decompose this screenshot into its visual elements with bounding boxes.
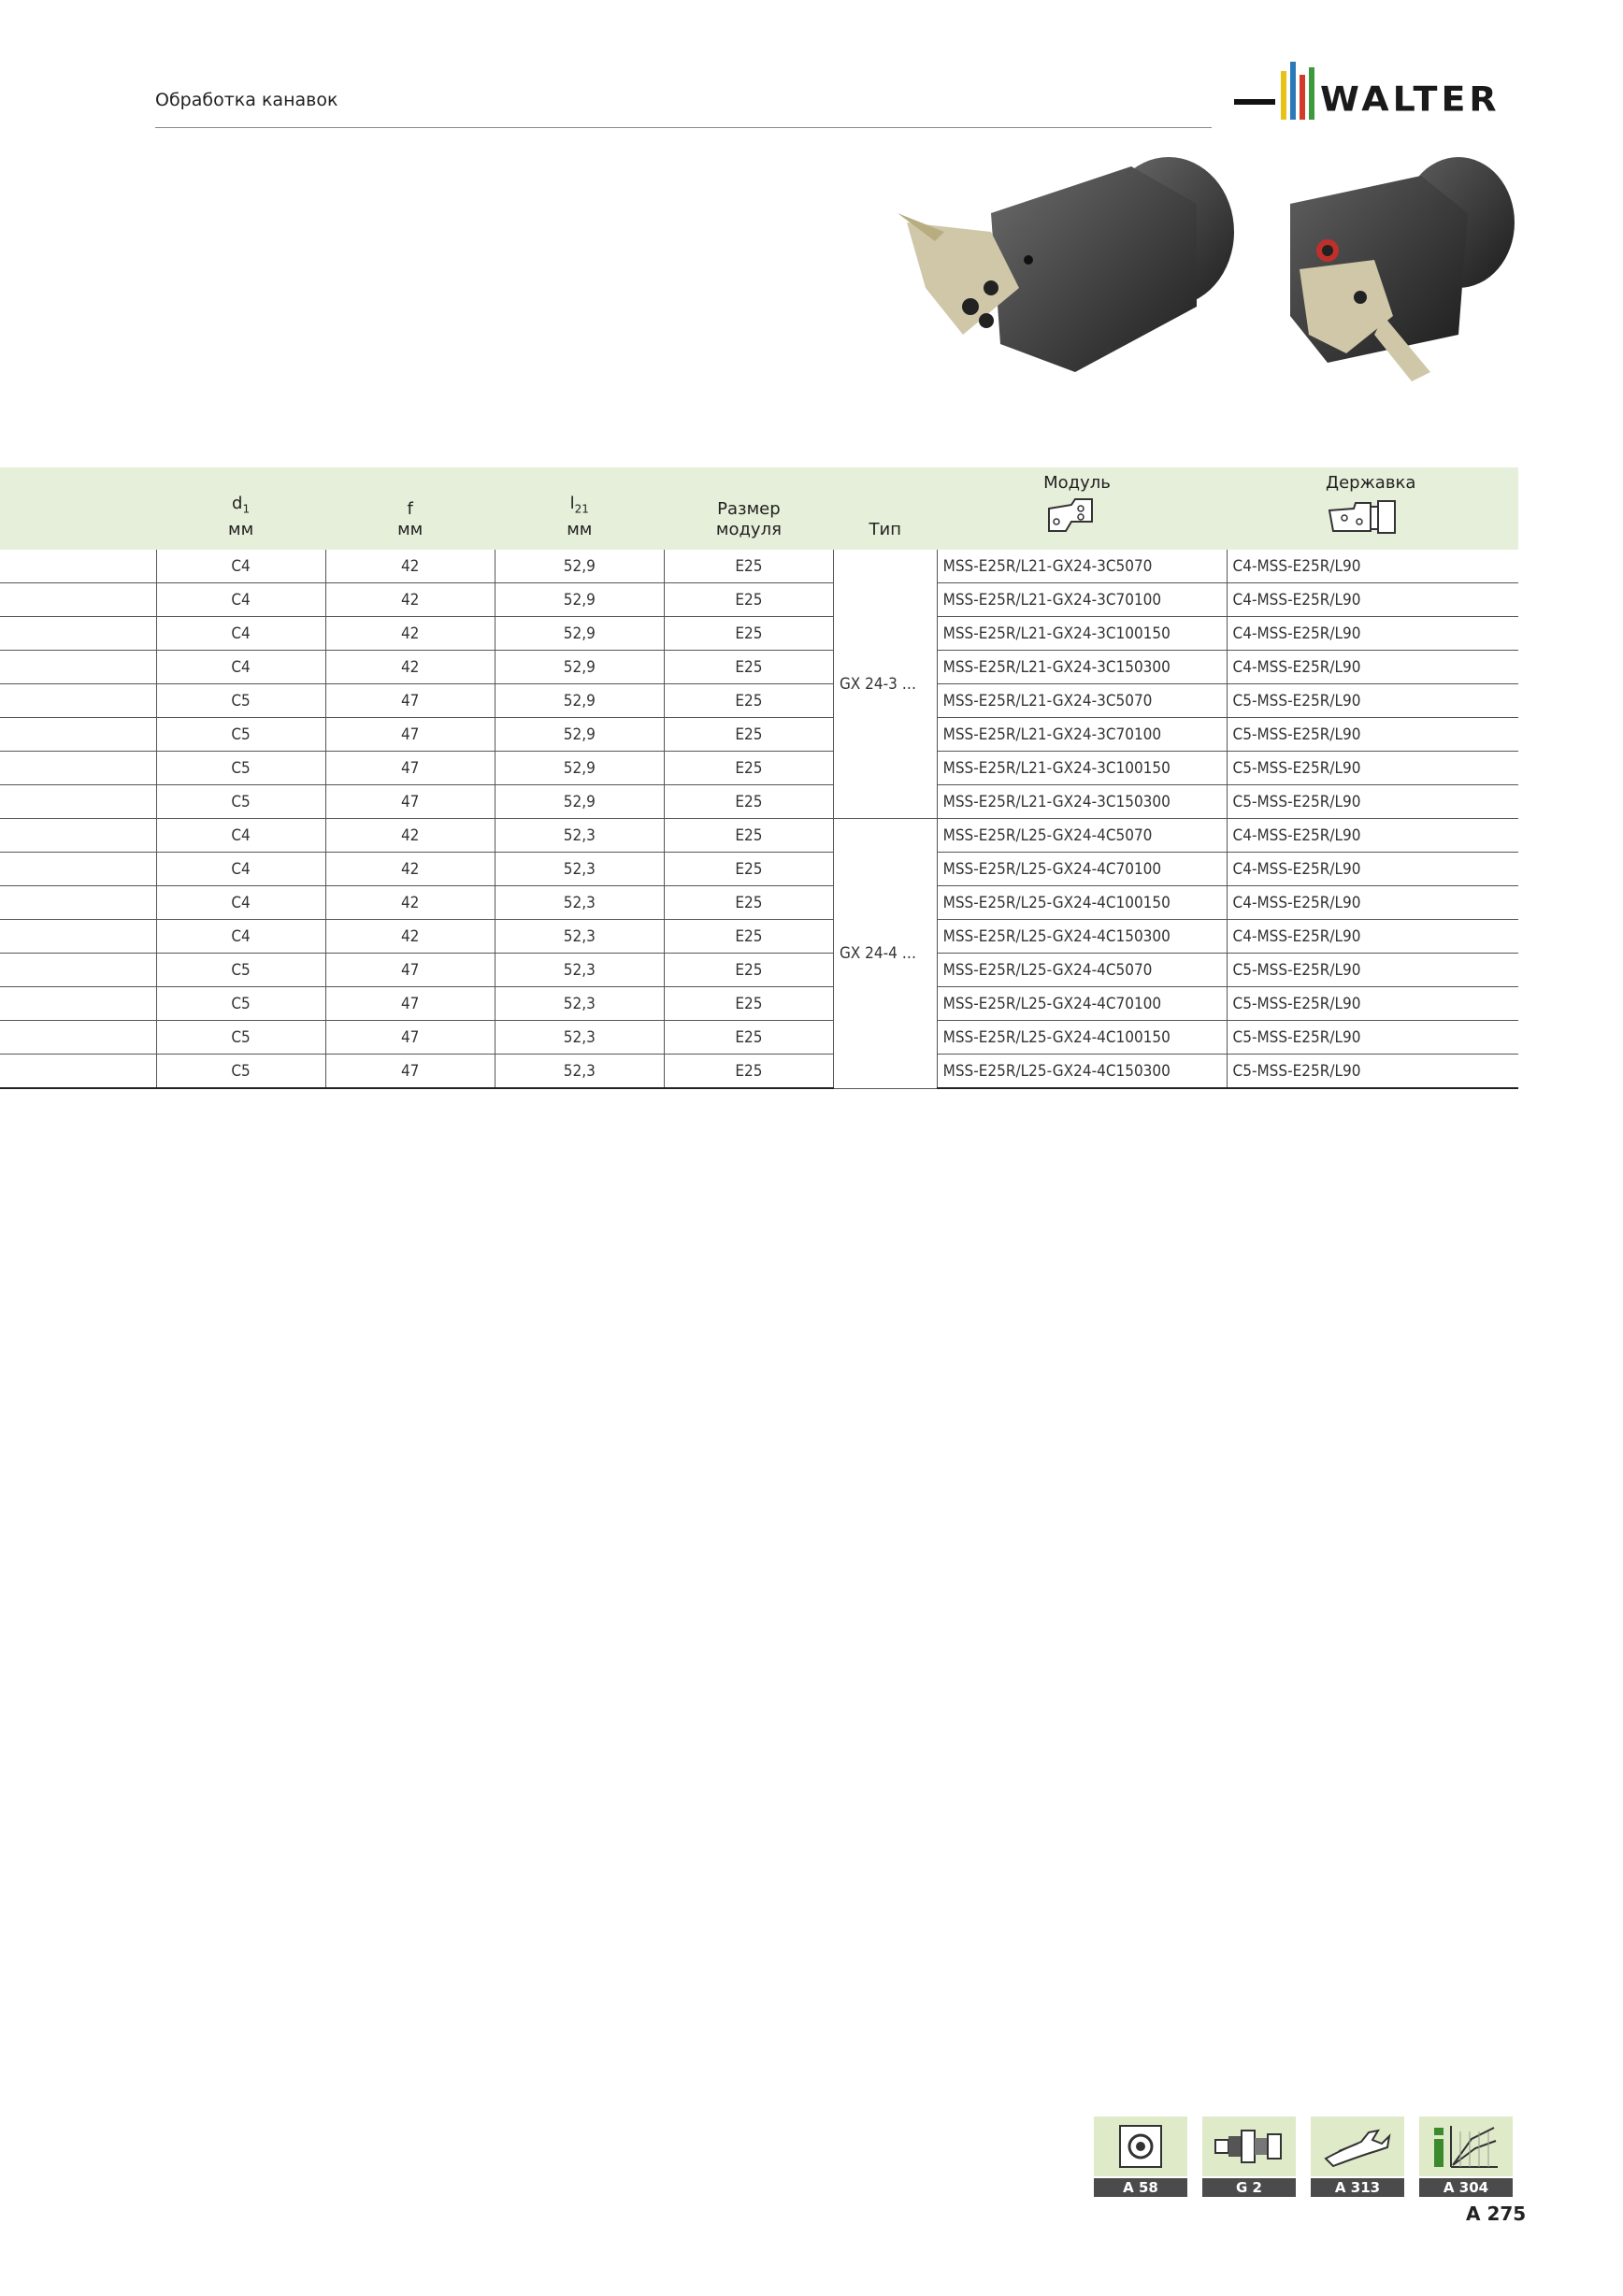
- header-type: Тип: [869, 520, 902, 539]
- cell-f: 42: [325, 886, 495, 920]
- ref-link-assembly[interactable]: [1202, 2117, 1296, 2197]
- row-spacer: [0, 987, 156, 1021]
- cell-f: 47: [325, 752, 495, 785]
- cell-module: MSS-E25R/L21-GX24-3C150300: [937, 785, 1227, 819]
- cell-holder: C4-MSS-E25R/L90: [1227, 920, 1518, 954]
- row-spacer: [0, 718, 156, 752]
- tool-holder-icon: [1326, 495, 1400, 535]
- cell-d1: C4: [156, 853, 325, 886]
- cell-holder: C5-MSS-E25R/L90: [1227, 954, 1518, 987]
- cell-f: 47: [325, 954, 495, 987]
- table-row: [0, 1021, 1518, 1055]
- row-spacer: [0, 886, 156, 920]
- ref-label: G 2: [1202, 2178, 1296, 2197]
- cell-module-size: E25: [664, 1055, 833, 1089]
- header-spacer: [0, 467, 156, 550]
- table-row: [0, 920, 1518, 954]
- cell-d1: C5: [156, 954, 325, 987]
- table-row: [0, 987, 1518, 1021]
- cell-module: MSS-E25R/L21-GX24-3C70100: [937, 583, 1227, 617]
- cell-f: 42: [325, 819, 495, 853]
- ref-label: A 304: [1419, 2178, 1513, 2197]
- cell-module: MSS-E25R/L25-GX24-4C150300: [937, 920, 1227, 954]
- table-row: [0, 785, 1518, 819]
- cell-l21: 52,3: [495, 886, 664, 920]
- row-spacer: [0, 1055, 156, 1089]
- cell-l21: 52,9: [495, 684, 664, 718]
- cell-l21: 52,3: [495, 987, 664, 1021]
- cell-l21: 52,3: [495, 920, 664, 954]
- row-spacer: [0, 853, 156, 886]
- cell-holder: C5-MSS-E25R/L90: [1227, 1055, 1518, 1089]
- cell-holder: C5-MSS-E25R/L90: [1227, 752, 1518, 785]
- cell-d1: C5: [156, 718, 325, 752]
- cell-module-size: E25: [664, 987, 833, 1021]
- cell-l21: 52,9: [495, 651, 664, 684]
- cell-module: MSS-E25R/L25-GX24-4C100150: [937, 886, 1227, 920]
- cell-module-size: E25: [664, 954, 833, 987]
- row-spacer: [0, 819, 156, 853]
- cell-holder: C4-MSS-E25R/L90: [1227, 550, 1518, 583]
- row-spacer: [0, 651, 156, 684]
- table-row: [0, 684, 1518, 718]
- page-number: A 275: [1466, 2203, 1527, 2225]
- grooving-module-icon: [1043, 495, 1096, 535]
- cell-f: 47: [325, 718, 495, 752]
- cell-type: GX 24-4 …: [833, 819, 937, 1089]
- table-row: [0, 718, 1518, 752]
- cell-d1: C5: [156, 987, 325, 1021]
- header-d1: $d_1$ мм: [227, 494, 254, 539]
- header-divider: [155, 127, 1212, 128]
- table-row: [0, 550, 1518, 583]
- table-row: [0, 651, 1518, 684]
- cell-l21: 52,9: [495, 718, 664, 752]
- cell-d1: C5: [156, 1055, 325, 1089]
- table-row: [0, 853, 1518, 886]
- cell-holder: C5-MSS-E25R/L90: [1227, 1021, 1518, 1055]
- cell-module-size: E25: [664, 583, 833, 617]
- cell-module-size: E25: [664, 550, 833, 583]
- header-l21: $l_{21}$ мм: [567, 494, 593, 539]
- cell-l21: 52,9: [495, 550, 664, 583]
- brand-wordmark: WALTER: [1320, 79, 1501, 119]
- cell-holder: C5-MSS-E25R/L90: [1227, 987, 1518, 1021]
- table-row: [0, 752, 1518, 785]
- cell-d1: C5: [156, 785, 325, 819]
- product-table: [0, 467, 1518, 1089]
- table-header-row: [0, 467, 1518, 550]
- cell-holder: C5-MSS-E25R/L90: [1227, 718, 1518, 752]
- cell-d1: C5: [156, 1021, 325, 1055]
- cell-d1: C4: [156, 819, 325, 853]
- cell-holder: C4-MSS-E25R/L90: [1227, 583, 1518, 617]
- walter-logo: [1234, 58, 1518, 133]
- cell-module: MSS-E25R/L25-GX24-4C5070: [937, 819, 1227, 853]
- row-spacer: [0, 684, 156, 718]
- cell-l21: 52,9: [495, 617, 664, 651]
- ref-label: A 313: [1311, 2178, 1404, 2197]
- cell-module: MSS-E25R/L25-GX24-4C5070: [937, 954, 1227, 987]
- cell-d1: C5: [156, 684, 325, 718]
- row-spacer: [0, 785, 156, 819]
- cell-module-size: E25: [664, 785, 833, 819]
- ref-link-info[interactable]: [1419, 2117, 1513, 2197]
- cell-f: 47: [325, 684, 495, 718]
- cell-l21: 52,3: [495, 819, 664, 853]
- cell-module: MSS-E25R/L21-GX24-3C150300: [937, 651, 1227, 684]
- cell-module-size: E25: [664, 886, 833, 920]
- cell-d1: C4: [156, 651, 325, 684]
- cell-f: 47: [325, 1055, 495, 1089]
- cell-l21: 52,9: [495, 583, 664, 617]
- cell-type: GX 24-3 …: [833, 550, 937, 819]
- row-spacer: [0, 954, 156, 987]
- cell-module: MSS-E25R/L21-GX24-3C100150: [937, 617, 1227, 651]
- cell-holder: C4-MSS-E25R/L90: [1227, 617, 1518, 651]
- cell-f: 42: [325, 920, 495, 954]
- cell-d1: C4: [156, 617, 325, 651]
- table-row: [0, 819, 1518, 853]
- table-row: [0, 886, 1518, 920]
- cell-module-size: E25: [664, 651, 833, 684]
- row-spacer: [0, 583, 156, 617]
- cell-module: MSS-E25R/L25-GX24-4C70100: [937, 853, 1227, 886]
- cell-module: MSS-E25R/L21-GX24-3C5070: [937, 550, 1227, 583]
- cell-holder: C4-MSS-E25R/L90: [1227, 853, 1518, 886]
- ref-link-wrench[interactable]: [1311, 2117, 1404, 2197]
- cell-l21: 52,9: [495, 752, 664, 785]
- table-row: [0, 617, 1518, 651]
- cell-d1: C4: [156, 886, 325, 920]
- row-spacer: [0, 617, 156, 651]
- row-spacer: [0, 920, 156, 954]
- cell-holder: C5-MSS-E25R/L90: [1227, 684, 1518, 718]
- product-photo-holder: [1271, 148, 1524, 400]
- header-module: Модуль: [937, 467, 1227, 550]
- cell-l21: 52,3: [495, 954, 664, 987]
- cell-l21: 52,9: [495, 785, 664, 819]
- row-spacer: [0, 1021, 156, 1055]
- cell-holder: C4-MSS-E25R/L90: [1227, 651, 1518, 684]
- header-module-size: Размер модуля: [715, 499, 782, 539]
- table-row: [0, 1055, 1518, 1089]
- cell-d1: C4: [156, 550, 325, 583]
- cell-module-size: E25: [664, 1021, 833, 1055]
- cell-f: 47: [325, 785, 495, 819]
- info-chart-icon: [1429, 2120, 1503, 2173]
- cell-module-size: E25: [664, 684, 833, 718]
- wrench-icon: [1320, 2123, 1395, 2170]
- header-f: f мм: [397, 499, 424, 539]
- ref-label: A 58: [1094, 2178, 1187, 2197]
- tool-assembly-icon: [1212, 2123, 1286, 2170]
- cell-holder: C4-MSS-E25R/L90: [1227, 819, 1518, 853]
- cell-d1: C4: [156, 920, 325, 954]
- row-spacer: [0, 550, 156, 583]
- product-photo-module: [888, 148, 1262, 391]
- cell-holder: C4-MSS-E25R/L90: [1227, 886, 1518, 920]
- section-title: Обработка канавок: [155, 90, 338, 110]
- cell-module-size: E25: [664, 718, 833, 752]
- cell-f: 47: [325, 1021, 495, 1055]
- cell-module-size: E25: [664, 752, 833, 785]
- cell-module: MSS-E25R/L21-GX24-3C5070: [937, 684, 1227, 718]
- cell-module-size: E25: [664, 853, 833, 886]
- cell-d1: C4: [156, 583, 325, 617]
- cell-module-size: E25: [664, 617, 833, 651]
- cell-holder: C5-MSS-E25R/L90: [1227, 785, 1518, 819]
- table-row: [0, 583, 1518, 617]
- row-spacer: [0, 752, 156, 785]
- cell-f: 47: [325, 987, 495, 1021]
- cell-f: 42: [325, 550, 495, 583]
- header-holder: Державка: [1227, 467, 1518, 550]
- cell-l21: 52,3: [495, 853, 664, 886]
- cell-module: MSS-E25R/L25-GX24-4C100150: [937, 1021, 1227, 1055]
- cell-f: 42: [325, 651, 495, 684]
- table-row: [0, 954, 1518, 987]
- table-body: [0, 550, 1518, 1088]
- cell-l21: 52,3: [495, 1055, 664, 1089]
- cell-f: 42: [325, 583, 495, 617]
- cell-module: MSS-E25R/L25-GX24-4C150300: [937, 1055, 1227, 1089]
- cell-module-size: E25: [664, 920, 833, 954]
- cell-module-size: E25: [664, 819, 833, 853]
- cell-f: 42: [325, 853, 495, 886]
- insert-icon: [1114, 2120, 1167, 2173]
- cell-l21: 52,3: [495, 1021, 664, 1055]
- cell-module: MSS-E25R/L25-GX24-4C70100: [937, 987, 1227, 1021]
- cell-module: MSS-E25R/L21-GX24-3C100150: [937, 752, 1227, 785]
- cell-d1: C5: [156, 752, 325, 785]
- cell-module: MSS-E25R/L21-GX24-3C70100: [937, 718, 1227, 752]
- cell-f: 42: [325, 617, 495, 651]
- ref-link-insert[interactable]: [1094, 2117, 1187, 2197]
